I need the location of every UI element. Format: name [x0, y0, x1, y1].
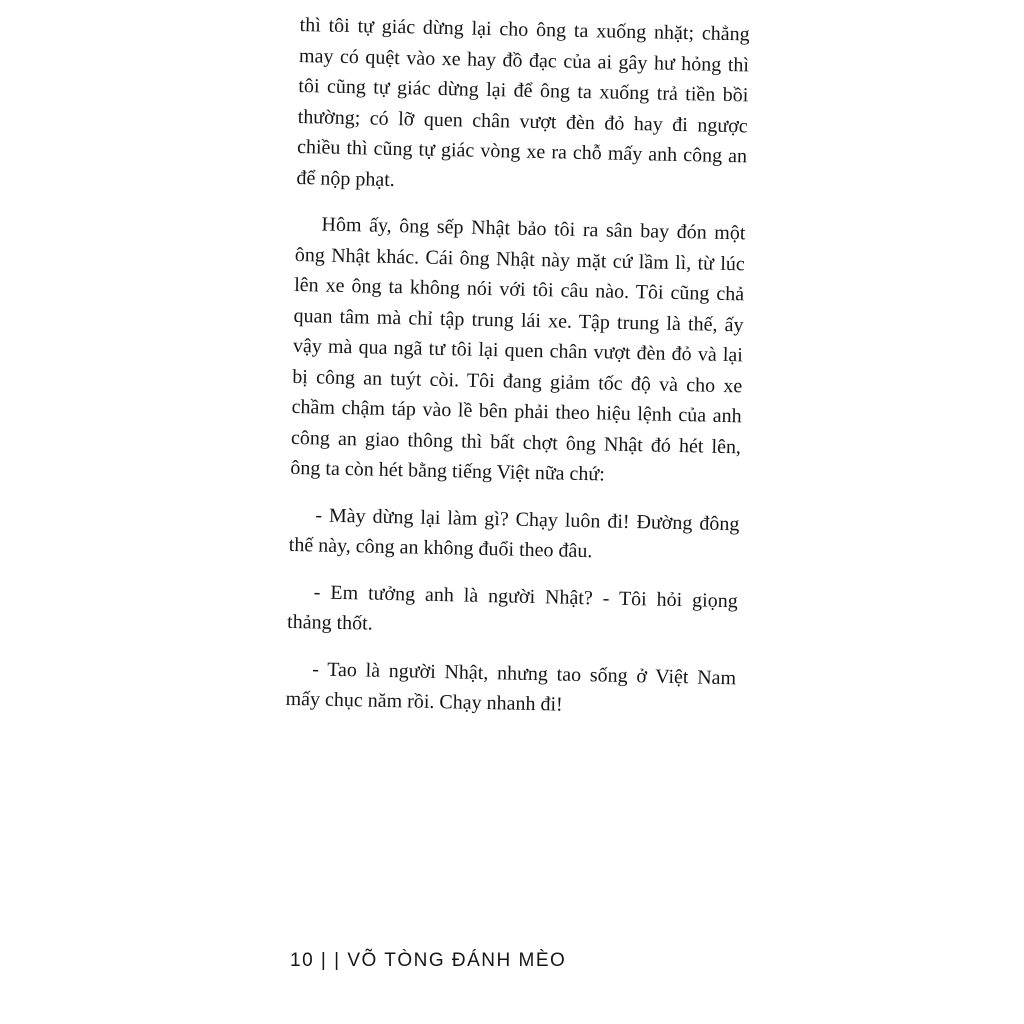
paragraph-dialogue-1: - Mày dừng lại làm gì? Chạy luôn đi! Đường đông thế này, công an không đuổi theo đâu. — [288, 503, 740, 563]
paragraph-continuation: thì tôi tự giác dừng lại cho ông ta xuống nhặt; chẳng may có quệt vào xe hay đồ đạc của ai gây hư hỏng thì tôi cũng tự giác dừng lại để ông ta xuống trả tiền bồi thường; có lỡ quen chân vượt đèn đỏ hay đi ngược chiều thì cũng tự giác vòng xe ra chỗ mấy anh công an để nộp phạt. — [296, 13, 750, 191]
paragraph-story: Hôm ấy, ông sếp Nhật bảo tôi ra sân bay đón một ông Nhật khác. Cái ông Nhật này mặt cứ lầm lì, từ lúc lên xe ông ta không nói với tôi câu nào. Tôi cũng chả quan tâm mà chỉ tập trung lái xe. Tập trung là thế, ấy vậy mà qua ngã tư tôi lại quen chân vượt đèn đỏ và lại bị công an tuýt còi. Tôi đang giảm tốc độ và cho xe chầm chậm táp vào lề bên phải theo hiệu lệnh của anh công an giao thông thì bất chợt ông Nhật đó hét lên, ông ta còn hét bằng tiếng Việt nữa chứ: — [290, 213, 746, 486]
paragraph-dialogue-2: - Em tưởng anh là người Nhật? - Tôi hỏi giọng thảng thốt. — [286, 580, 738, 635]
page-footer: 10 | | VÕ TÒNG ĐÁNH MÈO — [290, 950, 567, 971]
paragraph-dialogue-3: - Tao là người Nhật, nhưng tao sống ở Việt Nam mấy chục năm rồi. Chạy nhanh đi! — [285, 657, 737, 716]
body-text — [285, 10, 750, 740]
